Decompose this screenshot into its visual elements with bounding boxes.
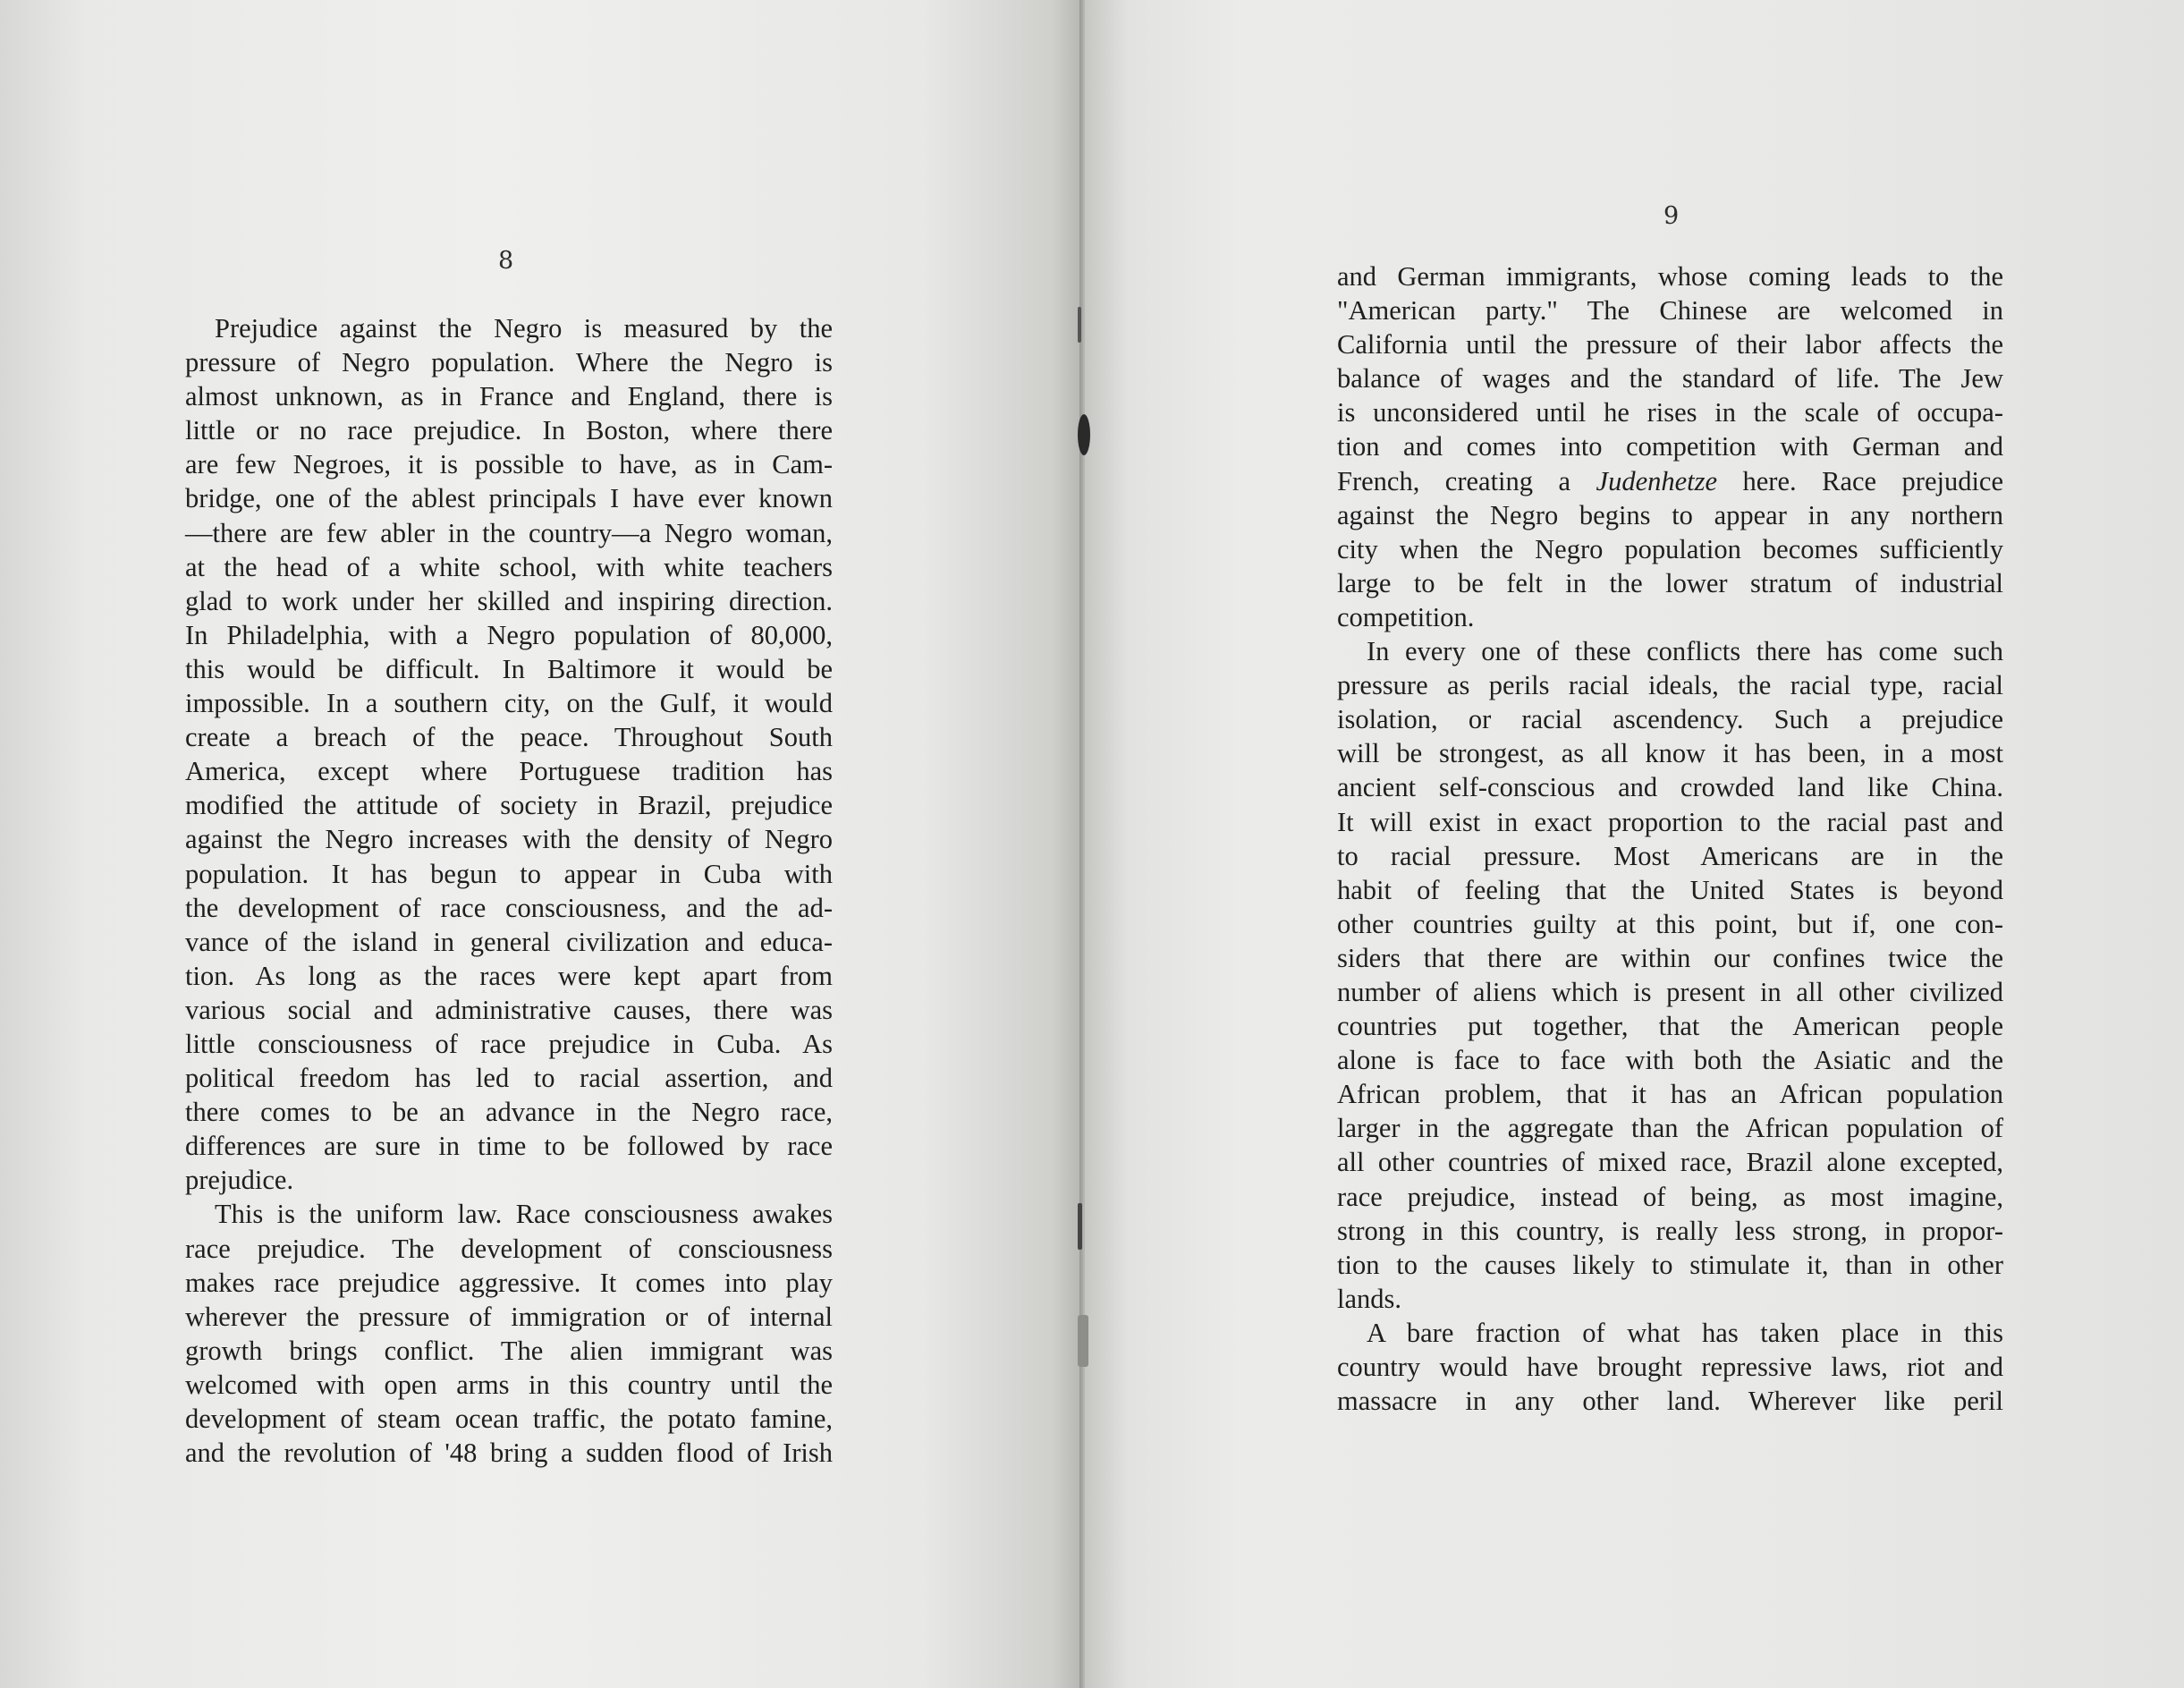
text-line: glad to work under her skilled and inspiring direction.: [185, 585, 833, 616]
text-line: competition.: [1337, 601, 1475, 632]
text-line: development of steam ocean traffic, the potato famine,: [185, 1404, 833, 1434]
text-line: siders that there are within our confines twice the: [1337, 942, 2003, 973]
text-line: growth brings conflict. The alien immigrant was: [185, 1335, 833, 1366]
text-line: country would have brought repressive laws, riot and: [1337, 1352, 2003, 1382]
text-line: pressure as perils racial ideals, the racial type, racial: [1337, 670, 2003, 701]
text-line: A bare fraction of what has taken place in this: [1367, 1317, 2003, 1348]
text-line: America, except where Portuguese tradition has: [185, 756, 833, 787]
text-line: at the head of a white school, with white teachers: [185, 551, 833, 582]
text-line: lands.: [1337, 1283, 1402, 1314]
text-line: modified the attitude of society in Brazil, prejudice: [185, 790, 833, 821]
text-line: bridge, one of the ablest principals I have ever known: [185, 483, 833, 514]
text-line: against the Negro increases with the density of Negro: [185, 824, 833, 855]
text-line: are few Negroes, it is possible to have, as in Cam-: [185, 449, 833, 480]
text-line: pressure of Negro population. Where the Negro is: [185, 347, 833, 378]
text-line: —there are few abler in the country—a Negro woman,: [185, 517, 833, 548]
text-fragment: here. Race prejudice: [1742, 465, 2004, 496]
text-line: there comes to be an advance in the Negro race,: [185, 1097, 833, 1128]
text-line: habit of feeling that the United States is beyond: [1337, 874, 2003, 905]
text-line: race prejudice, instead of being, as most imagine,: [1337, 1181, 2003, 1212]
text-line: In Philadelphia, with a Negro population of 80,000,: [185, 619, 833, 650]
text-line: It will exist in exact proportion to the racial past and: [1337, 806, 2003, 837]
text-line: and German immigrants, whose coming leads to the: [1337, 261, 2003, 292]
text-line: little or no race prejudice. In Boston, where there: [185, 415, 833, 446]
text-line: all other countries of mixed race, Brazil alone excepted,: [1337, 1147, 2003, 1178]
text-line: various social and administrative causes, there was: [185, 994, 833, 1025]
book-gutter: [1079, 0, 1083, 1688]
text-line: Prejudice against the Negro is measured by the: [215, 313, 833, 344]
text-line: strong in this country, is really less strong, in propor-: [1337, 1215, 2003, 1246]
text-line: the development of race consciousness, and the ad-: [185, 892, 833, 923]
text-line: against the Negro begins to appear in any northern: [1337, 499, 2003, 530]
right-page-text: [1337, 259, 2003, 1418]
text-line: welcomed with open arms in this country until the: [185, 1369, 833, 1400]
text-fragment: French, creating a: [1337, 465, 1571, 496]
text-line: balance of wages and the standard of life. The Jew: [1337, 363, 2003, 394]
text-line: large to be felt in the lower stratum of industrial: [1337, 567, 2003, 598]
text-line: to racial pressure. Most Americans are in the: [1337, 840, 2003, 871]
text-line: will be strongest, as all know it has been, in a most: [1337, 738, 2003, 769]
text-line: makes race prejudice aggressive. It comes into play: [185, 1267, 833, 1298]
text-line: is unconsidered until he rises in the scale of occupa-: [1337, 397, 2003, 428]
left-page: [0, 0, 1085, 1688]
text-line: little consciousness of race prejudice in Cuba. As: [185, 1028, 833, 1059]
text-line: African problem, that it has an African population: [1337, 1079, 2003, 1110]
page-number-right: 9: [1663, 202, 1680, 230]
binding-thread: [1078, 307, 1081, 343]
text-line: population. It has begun to appear in Cuba with: [185, 858, 833, 889]
text-line: California until the pressure of their labor affects the: [1337, 329, 2003, 361]
text-line-with-italic: [1337, 464, 2003, 498]
text-line: differences are sure in time to be followed by race: [185, 1131, 833, 1162]
text-line: other countries guilty at this point, but if, one con-: [1337, 908, 2003, 939]
text-line: and the revolution of '48 bring a sudden flood of Irish: [185, 1438, 833, 1469]
page-number-left: 8: [498, 247, 514, 275]
text-line: tion to the causes likely to stimulate it, than in other: [1337, 1249, 2003, 1280]
binding-stitch: [1078, 414, 1090, 455]
text-line: vance of the island in general civilization and educa-: [185, 926, 833, 957]
text-line: larger in the aggregate than the African population of: [1337, 1113, 2003, 1144]
binding-thread: [1078, 1203, 1082, 1250]
text-line: race prejudice. The development of consciousness: [185, 1233, 833, 1264]
italic-term: Judenhetze: [1596, 465, 1718, 496]
text-line: ancient self-conscious and crowded land like China.: [1337, 772, 2003, 803]
text-line: this would be difficult. In Baltimore it would be: [185, 653, 833, 684]
text-line: isolation, or racial ascendency. Such a prejudice: [1337, 704, 2003, 735]
left-page-text: [185, 311, 833, 1470]
binding-thread: [1078, 1315, 1088, 1367]
text-line: create a breach of the peace. Throughout South: [185, 722, 833, 753]
text-line: countries put together, that the American people: [1337, 1011, 2003, 1042]
text-line: tion and comes into competition with German and: [1337, 431, 2003, 462]
text-line: city when the Negro population becomes sufficiently: [1337, 533, 2003, 564]
text-line: alone is face to face with both the Asiatic and the: [1337, 1045, 2003, 1076]
text-line: tion. As long as the races were kept apart from: [185, 960, 833, 991]
text-line: political freedom has led to racial assertion, and: [185, 1063, 833, 1094]
text-line: almost unknown, as in France and England, there is: [185, 381, 833, 412]
text-line: massacre in any other land. Wherever like peril: [1337, 1386, 2003, 1417]
text-line: "American party." The Chinese are welcomed in: [1337, 295, 2003, 327]
text-line: prejudice.: [185, 1165, 294, 1196]
text-line: impossible. In a southern city, on the Gulf, it would: [185, 688, 833, 719]
text-line: wherever the pressure of immigration or of internal: [185, 1301, 833, 1332]
text-line: number of aliens which is present in all other civilized: [1337, 976, 2003, 1007]
text-line: In every one of these conflicts there has come such: [1367, 636, 2003, 667]
text-line: This is the uniform law. Race consciousness awakes: [215, 1199, 833, 1230]
